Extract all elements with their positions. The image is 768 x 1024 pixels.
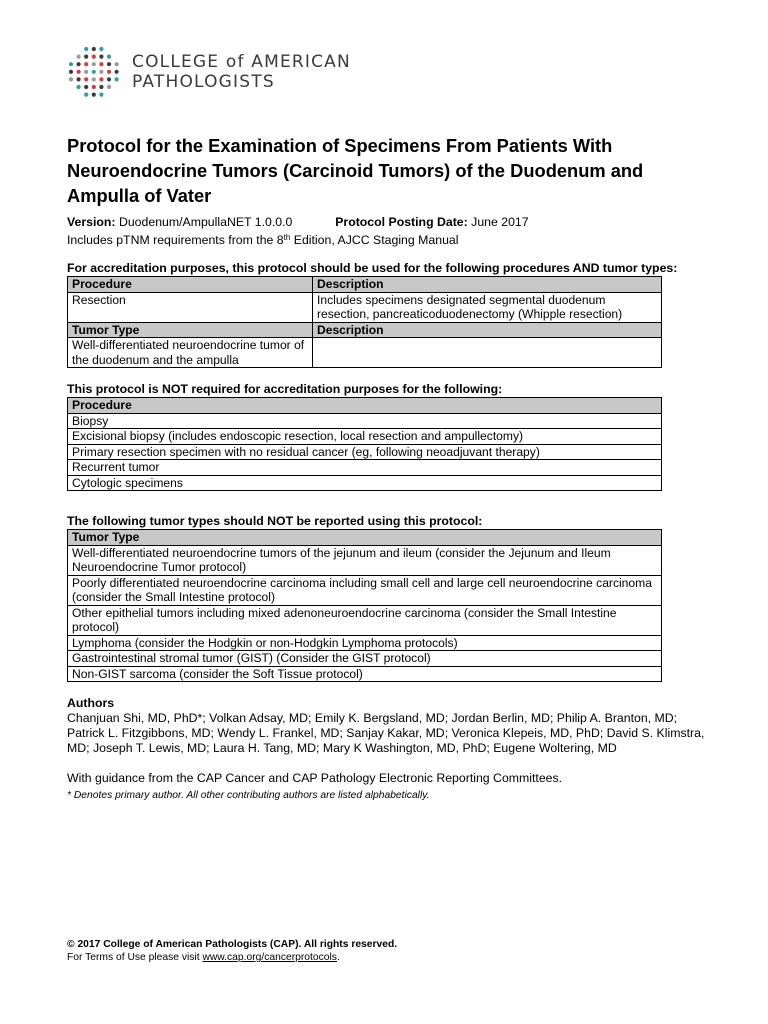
table-row <box>68 413 662 429</box>
table-row <box>68 545 662 575</box>
dot-grid-logo-icon <box>66 44 122 100</box>
not-required-heading: This protocol is NOT required for accreditation purposes for the following: <box>67 382 503 396</box>
logo-dot <box>69 70 73 74</box>
protocol-title: Protocol for the Examination of Specimens From Patients With Neuroendocrine Tumors (Carcinoid Tumors) of the Duodenum and Ampulla of Vater <box>67 135 644 206</box>
tumor-type-cell: Well-differentiated neuroendocrine tumor of the duodenum and the ampulla <box>68 338 313 368</box>
logo-dot <box>107 62 111 66</box>
table-cell: Biopsy <box>68 413 662 429</box>
table-cell: Non-GIST sarcoma (consider the Soft Tissue protocol) <box>68 666 662 682</box>
table-cell: Recurrent tumor <box>68 460 662 476</box>
terms-suffix: . <box>336 952 340 963</box>
table-cell: Primary resection specimen with no residual cancer (eg, following neoadjuvant therapy) <box>68 444 662 460</box>
logo-dot <box>107 70 111 74</box>
terms-prefix: For Terms of Use please visit <box>67 952 203 963</box>
description-header: Description <box>313 277 662 293</box>
table-cell: Lymphoma (consider the Hodgkin or non-Hodgkin Lymphoma protocols) <box>68 635 662 651</box>
logo-dot <box>115 62 119 66</box>
logo-dot <box>84 47 88 51</box>
logo-dot <box>99 55 103 59</box>
not-required-header: Procedure <box>68 398 662 414</box>
logo-dot <box>92 47 96 51</box>
logo-dot <box>92 85 96 89</box>
includes-suffix: Edition, AJCC Staging Manual <box>290 233 459 247</box>
table-row <box>68 475 662 491</box>
cancer-protocols-link[interactable]: www.cap.org/cancerprotocols <box>202 952 337 963</box>
logo-dot <box>99 77 103 81</box>
table-cell: Cytologic specimens <box>68 475 662 491</box>
logo-wordmark <box>132 52 351 92</box>
logo-dot <box>69 62 73 66</box>
table-row <box>68 460 662 476</box>
table-cell: Gastrointestinal stromal tumor (GIST) (Consider the GIST protocol) <box>68 651 662 667</box>
procedure-description-cell: Includes specimens designated segmental duodenum resection, pancreaticoduodenectomy (Whipple resection) <box>313 292 662 322</box>
logo-dot <box>84 70 88 74</box>
includes-line <box>67 230 458 248</box>
table-row <box>68 292 662 322</box>
table-row <box>68 322 662 338</box>
table-row <box>68 530 662 546</box>
logo-dot <box>99 47 103 51</box>
not-reported-table <box>67 529 662 682</box>
logo-dot <box>77 55 81 59</box>
table-row <box>68 651 662 667</box>
cap-logo <box>66 44 351 100</box>
table-cell: Well-differentiated neuroendocrine tumors of the jejunum and ileum (consider the Jejunum and Ileum Neuroendocrine Tumor protocol) <box>68 545 662 575</box>
includes-sup: th <box>283 233 291 242</box>
logo-dot <box>84 93 88 97</box>
version-label: Version: <box>67 215 116 229</box>
version-value: Duodenum/AmpullaNET 1.0.0.0 <box>118 215 293 229</box>
tumor-description-header: Description <box>313 322 662 338</box>
logo-line-2: PATHOLOGISTS <box>132 72 275 92</box>
logo-dot <box>92 77 96 81</box>
logo-dot <box>107 85 111 89</box>
logo-dot <box>84 55 88 59</box>
logo-dot <box>84 77 88 81</box>
table-row <box>68 666 662 682</box>
logo-dot <box>77 62 81 66</box>
table-row <box>68 444 662 460</box>
tumor-description-cell <box>313 338 662 368</box>
authors-list: Chanjuan Shi, MD, PhD*; Volkan Adsay, MD; Emily K. Bergsland, MD; Jordan Berlin, MD; Philip A. Branton, MD; Patrick L. Fitzgibbons, MD; Wendy L. Frankel, MD; Sanjay Kakar, MD; Veronica Klepeis, MD, PhD; David S. Klimstra, MD; Joseph T. Lewis, MD; Laura H. Tang, MD; Mary K Washington, MD, PhD; Eugene Woltering, MD <box>67 711 705 755</box>
not-reported-heading: The following tumor types should NOT be reported using this protocol: <box>67 514 483 528</box>
accreditation-table <box>67 276 662 368</box>
guidance-text: With guidance from the CAP Cancer and CAP Pathology Electronic Reporting Committees. <box>67 771 563 785</box>
logo-dot <box>99 93 103 97</box>
table-row <box>68 398 662 414</box>
logo-dot <box>107 55 111 59</box>
logo-dot <box>84 62 88 66</box>
procedure-cell: Resection <box>68 292 313 322</box>
version-line <box>67 214 529 230</box>
posting-date-label: Protocol Posting Date: <box>335 215 468 229</box>
procedure-header: Procedure <box>68 277 313 293</box>
not-required-table <box>67 397 662 491</box>
table-row <box>68 635 662 651</box>
logo-dot <box>99 70 103 74</box>
logo-dot <box>77 70 81 74</box>
logo-dot <box>99 62 103 66</box>
table-row <box>68 605 662 635</box>
logo-dot <box>92 93 96 97</box>
posting-date-value: June 2017 <box>471 215 529 229</box>
logo-dot <box>77 85 81 89</box>
logo-dot <box>84 85 88 89</box>
accreditation-heading: For accreditation purposes, this protocol should be used for the following procedures AND tumor types: <box>67 261 678 275</box>
authors-heading: Authors <box>67 696 115 710</box>
logo-dot <box>92 55 96 59</box>
table-row <box>68 429 662 445</box>
logo-dot <box>99 85 103 89</box>
table-cell: Excisional biopsy (includes endoscopic resection, local resection and ampullectomy) <box>68 429 662 445</box>
primary-author-note: * Denotes primary author. All other contributing authors are listed alphabetically. <box>67 790 430 801</box>
logo-line-1: COLLEGE of AMERICAN <box>132 52 351 72</box>
includes-prefix: Includes pTNM requirements from the 8 <box>67 233 284 247</box>
logo-dot <box>77 77 81 81</box>
logo-dot <box>115 70 119 74</box>
copyright-text: © 2017 College of American Pathologists (CAP). All rights reserved. <box>67 939 398 950</box>
terms-of-use <box>67 951 340 964</box>
logo-dot <box>92 62 96 66</box>
table-row <box>68 277 662 293</box>
not-reported-header: Tumor Type <box>68 530 662 546</box>
logo-dot <box>115 77 119 81</box>
logo-dot <box>107 77 111 81</box>
table-row <box>68 575 662 605</box>
logo-dot <box>69 77 73 81</box>
tumor-type-header: Tumor Type <box>68 322 313 338</box>
table-cell: Other epithelial tumors including mixed adenoneuroendocrine carcinoma (consider the Small Intestine protocol) <box>68 605 662 635</box>
table-row <box>68 338 662 368</box>
logo-dot <box>92 70 96 74</box>
table-cell: Poorly differentiated neuroendocrine carcinoma including small cell and large cell neuroendocrine carcinoma (consider the Small Intestine protocol) <box>68 575 662 605</box>
